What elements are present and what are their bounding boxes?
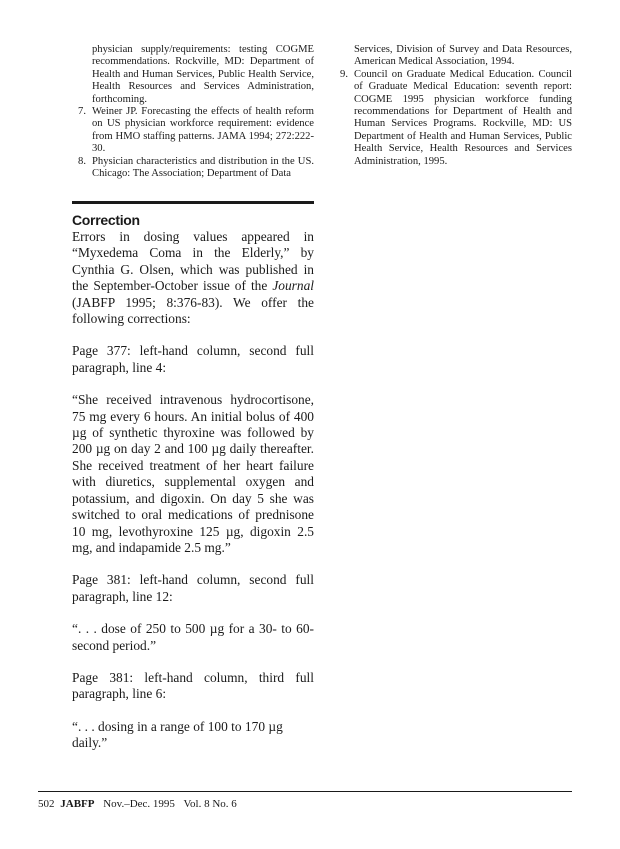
correction-quote-3: “. . . dosing in a range of 100 to 170 µg daily.” — [72, 718, 283, 751]
reference-item — [334, 44, 572, 69]
correction-intro — [72, 229, 314, 327]
reference-text: Weiner JP. Forecasting the effects of health reform on US physician workforce requirement: evidence from HMO staffing patterns. JAMA 1994; 272:222-30. — [92, 106, 314, 155]
journal-abbreviation: JABFP — [60, 798, 95, 810]
section-divider — [72, 201, 314, 204]
reference-text: Services, Division of Survey and Data Resources, American Medical Association, 1994. — [354, 44, 572, 68]
correction-location-2: Page 381: left-hand column, second full paragraph, line 12: — [72, 572, 314, 604]
reference-number: 9. — [340, 68, 348, 80]
reference-text: physician supply/requirements: testing COGME recommendations. Rockville, MD: Department of Health and Human Services, Public Health Service, Health Resources and Services Administration, forthcoming. — [92, 44, 314, 105]
reference-item — [334, 69, 572, 168]
volume-number: Vol. 8 No. 6 — [183, 798, 237, 810]
reference-item — [72, 106, 314, 156]
issue-date: Nov.–Dec. 1995 — [103, 798, 175, 810]
correction-quote-1: “She received intravenous hydrocortisone, 75 mg every 6 hours. An initial bolus of 400 µg of synthetic thyroxine was followed by 200 µg on day 2 and 100 µg daily thereafter. She received treatment of her heart failure with diuretics, supplemental oxygen and potassium, and digoxin. On day 5 she was switched to oral medications of prednisone 10 mg, levothyroxine 125 µg, digoxin 2.5 mg, and indapamide 2.5 mg.” — [72, 392, 314, 555]
reference-item — [72, 44, 314, 106]
reference-text: Physician characteristics and distribution in the US. Chicago: The Association; Department of Data — [92, 155, 314, 180]
reference-number: 8. — [78, 155, 86, 167]
reference-text: Council on Graduate Medical Education. Council of Graduate Medical Education: seventh report: COGME 1995 physician workforce funding recommendations for Department of Health and Human Services Programs. Rockville, MD: US Department of Health and Human Services, Public Health Service, Health Resources and Services Administration, 1995. — [354, 68, 572, 167]
page-number: 502 — [38, 798, 55, 810]
correction-intro-text-end: (JABFP 1995; 8:376-83). We offer the following corrections: — [72, 294, 314, 327]
reference-item — [72, 156, 314, 181]
correction-quote-2: “. . . dose of 250 to 500 µg for a 30- to 60-second period.” — [72, 621, 314, 653]
journal-name: Journal — [272, 278, 314, 294]
footer-rule — [38, 791, 572, 792]
reference-number: 7. — [78, 106, 86, 118]
correction-location-3: Page 381: left-hand column, third full paragraph, line 6: — [72, 669, 314, 702]
correction-intro-text: Errors in dosing values appeared in “Myxedema Coma in the Elderly,” by Cynthia G. Olsen, which was published in the September-October issue of the — [72, 229, 314, 294]
correction-location-1: Page 377: left-hand column, second full paragraph, line 4: — [72, 343, 314, 375]
reference-list-right — [334, 44, 572, 168]
correction-notice — [72, 212, 314, 752]
reference-list-left — [72, 44, 314, 180]
correction-heading: Correction — [72, 212, 140, 228]
page-footer — [38, 797, 237, 811]
